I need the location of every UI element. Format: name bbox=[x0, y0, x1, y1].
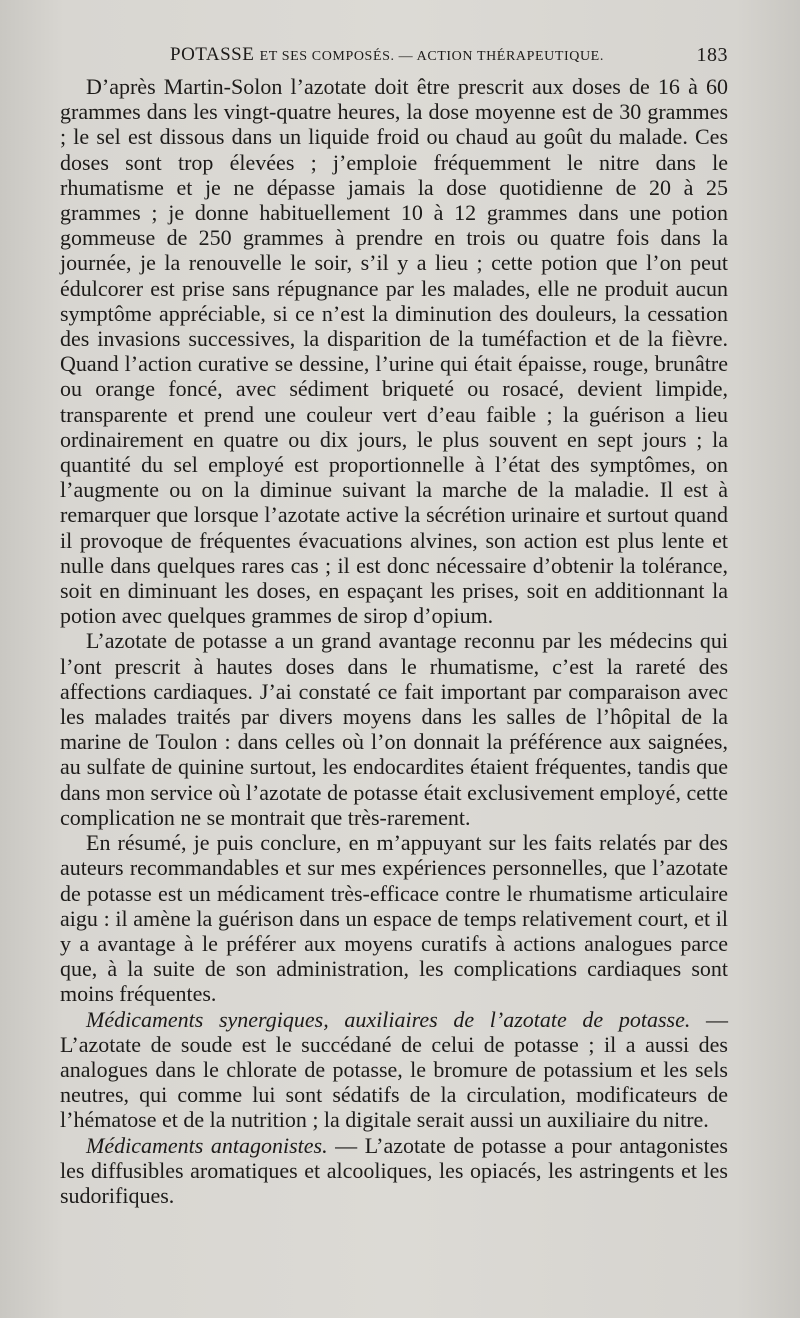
paragraph-text: — L’azotate de soude est le succédané de celui de potasse ; il a aussi des analogues dans le chlorate de potasse, le bromure de potassium et les sels neutres, qui comme lui sont sédatifs de la circulation, modificateurs de l’hématose et de la nutrition ; la digitale serait aussi un auxiliaire du nitre. bbox=[60, 1006, 729, 1133]
paragraph-cardiac-advantage bbox=[60, 628, 728, 830]
section-heading-antagonists: Médicaments antagonistes. bbox=[86, 1132, 328, 1158]
section-heading-synergistic: Médicaments synergiques, auxiliaires de l’azotate de potasse. bbox=[86, 1006, 691, 1032]
paragraph-antagonists bbox=[60, 1133, 728, 1209]
paragraph-text: L’azotate de potasse a un grand avantage reconnu par les médecins qui l’ont prescrit à hautes doses dans le rhumatisme, c’est la rareté des affections cardiaques. J’ai constaté ce fait important par comparaison avec les malades traités par divers moyens dans les salles de l’hôpital de la marine de Toulon : dans celles où l’on donnait la préférence aux saignées, au sulfate de quinine surtout, les endocardites étaient fréquentes, tandis que dans mon service où l’azotate de potasse était exclusivement employé, cette complication ne se montrait que très-rarement. bbox=[60, 628, 728, 830]
paragraph-summary bbox=[60, 830, 728, 1006]
body-text bbox=[60, 74, 728, 1208]
paragraph-dosage bbox=[60, 74, 728, 628]
page-number: 183 bbox=[696, 44, 728, 66]
running-title-rest: ET SES COMPOSÉS. — ACTION THÉRAPEUTIQUE. bbox=[259, 49, 604, 64]
running-header bbox=[60, 44, 728, 74]
paragraph-text: D’après Martin-Solon l’azotate doit être prescrit aux doses de 16 à 60 grammes dans les vingt-quatre heures, la dose moyenne est de 30 grammes ; le sel est dissous dans un liquide froid ou chaud au goût du malade. Ces doses sont trop élevées ; j’emploie fréquemment le nitre dans le rhumatisme et je ne dépasse jamais la dose quotidienne de 20 à 25 grammes ; je donne habituellement 10 à 12 grammes dans une potion gommeuse de 250 grammes à prendre en trois ou quatre fois dans la journée, je la renouvelle le soir, s’il y a lieu ; cette potion que l’on peut édulcorer est prise sans répugnance par les malades, elle ne produit aucun symptôme appréciable, si ce n’est la diminution des douleurs, la cessation des invasions successives, la disparition de la tuméfaction et de la fièvre. Quand l’action curative se dessine, l’urine qui était épaisse, rouge, brunâtre ou orange foncé, avec sédiment briqueté ou rosacé, devient limpide, transparente et prend une couleur vert d’eau faible ; la guérison a lieu ordinairement en quatre ou dix jours, le plus souvent en sept jours ; la quantité du sel employé est proportionnelle à l’état des symptômes, on l’augmente ou on la diminue suivant la marche de la maladie. Il est à remarquer que lorsque l’azotate active la sécrétion urinaire et surtout quand il provoque de fréquentes évacuations alvines, son action est plus lente et nulle dans quelques rares cas ; il est donc nécessaire d’obtenir la tolérance, soit en diminuant les doses, en espaçant les prises, soit en additionnant la potion avec quelques grammes de sirop d’opium. bbox=[60, 74, 728, 629]
paragraph-synergistic bbox=[60, 1007, 728, 1133]
running-title-main: POTASSE bbox=[170, 44, 255, 65]
running-title bbox=[170, 44, 604, 66]
paragraph-text: En résumé, je puis conclure, en m’appuyant sur les faits relatés par des auteurs recommandables et sur mes expériences personnelles, que l’azotate de potasse est un médicament très-efficace contre le rhumatisme articulaire aigu : il amène la guérison dans un espace de temps relativement court, et il y a avantage à le préférer aux moyens curatifs à actions analogues parce que, à la suite de son administration, les complications cardiaques sont moins fréquentes. bbox=[60, 830, 728, 1007]
paragraph-text: — L’azotate de potasse a pour antagonistes les diffusibles aromatiques et alcooliques, les opiacés, les astringents et les sudorifiques. bbox=[60, 1132, 728, 1208]
